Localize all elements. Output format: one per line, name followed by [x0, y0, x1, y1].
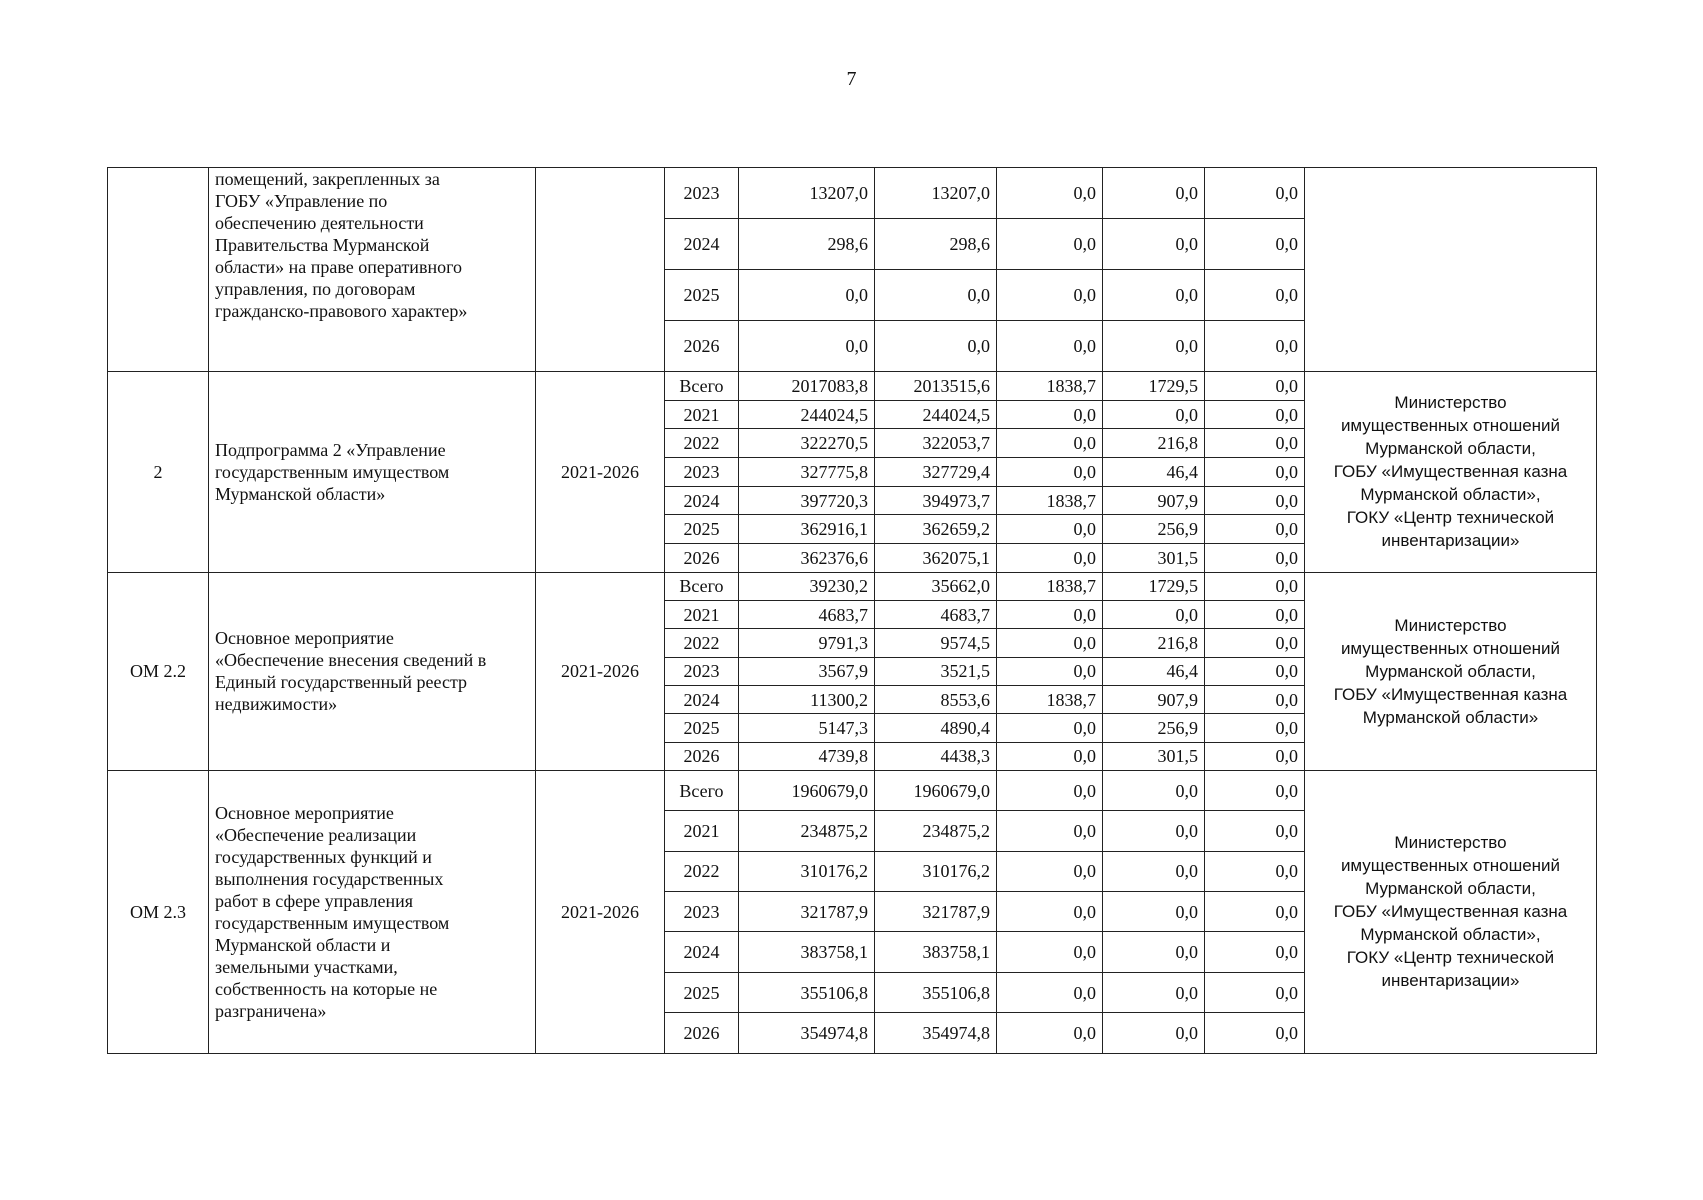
amount-cell: 0,0 — [1103, 851, 1205, 891]
amount-cell: 0,0 — [1205, 400, 1305, 429]
executor-line: Министерство — [1394, 833, 1507, 853]
amount-cell: 13207,0 — [875, 168, 997, 219]
amount-cell: 310176,2 — [739, 851, 875, 891]
executor-cell — [1305, 168, 1597, 372]
table-row — [108, 168, 1597, 219]
amount-cell: 0,0 — [997, 168, 1103, 219]
item-title-line: Основное мероприятие — [215, 628, 394, 649]
amount-cell: 327729,4 — [875, 458, 997, 487]
amount-cell: 0,0 — [1205, 1013, 1305, 1053]
year-cell: 2022 — [665, 429, 739, 458]
executor-line: ГОКУ «Центр технической — [1346, 948, 1555, 968]
amount-cell: 0,0 — [997, 270, 1103, 321]
executor-line: Мурманской области, — [1365, 439, 1536, 459]
amount-cell: 0,0 — [1103, 601, 1205, 629]
executor-line: ГОБУ «Имущественная казна — [1333, 684, 1568, 704]
amount-cell: 0,0 — [1103, 1013, 1205, 1053]
item-title-line: Мурманской области» — [215, 483, 386, 504]
executor-cell — [1305, 372, 1597, 573]
item-title-line: гражданско-правового характер» — [215, 301, 468, 321]
amount-cell: 397720,3 — [739, 486, 875, 515]
year-cell: 2021 — [665, 400, 739, 429]
amount-cell: 216,8 — [1103, 429, 1205, 458]
item-title-line: государственных функций и — [215, 846, 432, 867]
amount-cell: 9574,5 — [875, 629, 997, 657]
item-title-line: помещений, закрепленных за — [215, 169, 440, 189]
amount-cell: 362075,1 — [875, 544, 997, 573]
amount-cell: 0,0 — [1205, 270, 1305, 321]
executor-line: Министерство — [1394, 615, 1507, 635]
year-cell: 2025 — [665, 714, 739, 742]
amount-cell: 1960679,0 — [875, 770, 997, 810]
program-funding-table — [107, 167, 1597, 1054]
executor-line: Мурманской области», — [1360, 925, 1541, 945]
item-title-line: недвижимости» — [215, 694, 338, 715]
amount-cell: 321787,9 — [739, 892, 875, 932]
amount-cell: 354974,8 — [739, 1013, 875, 1053]
year-cell: 2024 — [665, 932, 739, 972]
item-title-line: ГОБУ «Управление по — [215, 191, 388, 211]
amount-cell: 301,5 — [1103, 544, 1205, 573]
executor-line: Мурманской области, — [1365, 879, 1536, 899]
amount-cell: 0,0 — [1103, 770, 1205, 810]
amount-cell: 0,0 — [875, 321, 997, 372]
amount-cell: 0,0 — [997, 458, 1103, 487]
amount-cell: 4438,3 — [875, 742, 997, 770]
amount-cell: 0,0 — [997, 811, 1103, 851]
executor-line: имущественных отношений — [1340, 638, 1561, 658]
item-title-line: обеспечению деятельности — [215, 213, 424, 233]
amount-cell: 0,0 — [1205, 714, 1305, 742]
year-cell: 2023 — [665, 458, 739, 487]
amount-cell: 394973,7 — [875, 486, 997, 515]
amount-cell: 0,0 — [1103, 219, 1205, 270]
amount-cell: 383758,1 — [875, 932, 997, 972]
amount-cell: 8553,6 — [875, 686, 997, 714]
item-number: ОМ 2.2 — [108, 572, 209, 770]
item-title-line: собственность на которые не — [215, 978, 438, 999]
amount-cell: 0,0 — [1205, 321, 1305, 372]
amount-cell: 0,0 — [997, 972, 1103, 1012]
amount-cell: 0,0 — [875, 270, 997, 321]
item-period: 2021-2026 — [536, 770, 665, 1053]
amount-cell: 0,0 — [1205, 770, 1305, 810]
amount-cell: 0,0 — [1205, 811, 1305, 851]
executor-line: инвентаризации» — [1381, 531, 1520, 551]
amount-cell: 4683,7 — [875, 601, 997, 629]
item-number: 2 — [108, 372, 209, 573]
amount-cell: 11300,2 — [739, 686, 875, 714]
amount-cell: 355106,8 — [875, 972, 997, 1012]
item-title-line: «Обеспечение реализации — [215, 824, 417, 845]
amount-cell: 216,8 — [1103, 629, 1205, 657]
amount-cell: 0,0 — [997, 515, 1103, 544]
year-cell: 2025 — [665, 270, 739, 321]
amount-cell: 39230,2 — [739, 572, 875, 600]
amount-cell: 3521,5 — [875, 657, 997, 685]
amount-cell: 244024,5 — [739, 400, 875, 429]
amount-cell: 256,9 — [1103, 714, 1205, 742]
executor-line: инвентаризации» — [1381, 971, 1520, 991]
item-title — [209, 168, 536, 372]
amount-cell: 355106,8 — [739, 972, 875, 1012]
item-title — [209, 372, 536, 573]
item-title-line: Подпрограмма 2 «Управление — [215, 439, 446, 460]
amount-cell: 1838,7 — [997, 372, 1103, 401]
amount-cell: 234875,2 — [739, 811, 875, 851]
amount-cell: 322053,7 — [875, 429, 997, 458]
amount-cell: 1729,5 — [1103, 572, 1205, 600]
item-title — [209, 770, 536, 1053]
amount-cell: 2013515,6 — [875, 372, 997, 401]
amount-cell: 907,9 — [1103, 686, 1205, 714]
amount-cell: 0,0 — [1205, 515, 1305, 544]
amount-cell: 0,0 — [1103, 972, 1205, 1012]
amount-cell: 0,0 — [1205, 629, 1305, 657]
year-cell: 2021 — [665, 811, 739, 851]
amount-cell: 0,0 — [1205, 601, 1305, 629]
amount-cell: 301,5 — [1103, 742, 1205, 770]
amount-cell: 9791,3 — [739, 629, 875, 657]
item-title-line: государственным имуществом — [215, 912, 450, 933]
amount-cell: 13207,0 — [739, 168, 875, 219]
year-cell: 2021 — [665, 601, 739, 629]
item-title-line: государственным имуществом — [215, 461, 450, 482]
year-cell: 2023 — [665, 657, 739, 685]
amount-cell: 0,0 — [997, 1013, 1103, 1053]
amount-cell: 4890,4 — [875, 714, 997, 742]
year-cell: Всего — [665, 572, 739, 600]
amount-cell: 0,0 — [1205, 932, 1305, 972]
amount-cell: 244024,5 — [875, 400, 997, 429]
item-title-line: земельными участками, — [215, 956, 398, 977]
item-title-line: выполнения государственных — [215, 868, 444, 889]
amount-cell: 0,0 — [1205, 219, 1305, 270]
amount-cell: 0,0 — [997, 851, 1103, 891]
amount-cell: 0,0 — [1205, 851, 1305, 891]
item-title-line: разграничена» — [215, 1000, 327, 1021]
year-cell: 2026 — [665, 544, 739, 573]
amount-cell: 0,0 — [997, 742, 1103, 770]
amount-cell: 0,0 — [1205, 972, 1305, 1012]
item-period — [536, 168, 665, 372]
executor-line: имущественных отношений — [1340, 856, 1561, 876]
amount-cell: 1960679,0 — [739, 770, 875, 810]
amount-cell: 0,0 — [1103, 932, 1205, 972]
amount-cell: 0,0 — [1103, 321, 1205, 372]
year-cell: 2025 — [665, 972, 739, 1012]
amount-cell: 0,0 — [997, 770, 1103, 810]
amount-cell: 0,0 — [1205, 486, 1305, 515]
amount-cell: 46,4 — [1103, 657, 1205, 685]
executor-line: Мурманской области», — [1360, 485, 1541, 505]
amount-cell: 321787,9 — [875, 892, 997, 932]
amount-cell: 383758,1 — [739, 932, 875, 972]
year-cell: 2022 — [665, 629, 739, 657]
executor-line: имущественных отношений — [1340, 416, 1561, 436]
year-cell: 2024 — [665, 219, 739, 270]
item-title-line: Единый государственный реестр — [215, 672, 468, 693]
amount-cell: 310176,2 — [875, 851, 997, 891]
amount-cell: 362916,1 — [739, 515, 875, 544]
amount-cell: 0,0 — [997, 544, 1103, 573]
executor-cell — [1305, 572, 1597, 770]
item-title-line: Правительства Мурманской — [215, 235, 430, 255]
executor-line: ГОКУ «Центр технической — [1346, 508, 1555, 528]
amount-cell: 322270,5 — [739, 429, 875, 458]
amount-cell: 0,0 — [1103, 270, 1205, 321]
year-cell: 2024 — [665, 686, 739, 714]
amount-cell: 0,0 — [997, 219, 1103, 270]
item-title-line: «Обеспечение внесения сведений в — [215, 650, 487, 671]
table-row — [108, 770, 1597, 810]
amount-cell: 362659,2 — [875, 515, 997, 544]
amount-cell: 0,0 — [1103, 811, 1205, 851]
amount-cell: 362376,6 — [739, 544, 875, 573]
table-row — [108, 372, 1597, 401]
amount-cell: 1838,7 — [997, 486, 1103, 515]
amount-cell: 0,0 — [1205, 458, 1305, 487]
executor-line: ГОБУ «Имущественная казна — [1333, 902, 1568, 922]
item-title-line: Мурманской области и — [215, 934, 391, 955]
item-title — [209, 572, 536, 770]
amount-cell: 354974,8 — [875, 1013, 997, 1053]
amount-cell: 0,0 — [1205, 892, 1305, 932]
executor-cell — [1305, 770, 1597, 1053]
amount-cell: 234875,2 — [875, 811, 997, 851]
amount-cell: 0,0 — [997, 714, 1103, 742]
amount-cell: 0,0 — [997, 601, 1103, 629]
amount-cell: 0,0 — [1205, 168, 1305, 219]
amount-cell: 0,0 — [1205, 429, 1305, 458]
amount-cell: 0,0 — [1205, 572, 1305, 600]
amount-cell: 256,9 — [1103, 515, 1205, 544]
amount-cell: 5147,3 — [739, 714, 875, 742]
amount-cell: 0,0 — [997, 400, 1103, 429]
amount-cell: 0,0 — [1205, 544, 1305, 573]
executor-line: Мурманской области» — [1362, 707, 1539, 727]
amount-cell: 0,0 — [997, 657, 1103, 685]
amount-cell: 4683,7 — [739, 601, 875, 629]
amount-cell: 0,0 — [997, 629, 1103, 657]
year-cell: Всего — [665, 770, 739, 810]
amount-cell: 0,0 — [1205, 372, 1305, 401]
item-title-line: работ в сфере управления — [215, 890, 414, 911]
year-cell: 2023 — [665, 892, 739, 932]
amount-cell: 0,0 — [997, 892, 1103, 932]
item-period: 2021-2026 — [536, 572, 665, 770]
year-cell: Всего — [665, 372, 739, 401]
amount-cell: 35662,0 — [875, 572, 997, 600]
year-cell: 2026 — [665, 742, 739, 770]
amount-cell: 327775,8 — [739, 458, 875, 487]
year-cell: 2026 — [665, 1013, 739, 1053]
amount-cell: 1838,7 — [997, 572, 1103, 600]
amount-cell: 0,0 — [739, 321, 875, 372]
amount-cell: 46,4 — [1103, 458, 1205, 487]
amount-cell: 0,0 — [1205, 686, 1305, 714]
year-cell: 2022 — [665, 851, 739, 891]
amount-cell: 3567,9 — [739, 657, 875, 685]
amount-cell: 0,0 — [739, 270, 875, 321]
amount-cell: 0,0 — [1205, 657, 1305, 685]
executor-line: Мурманской области, — [1365, 661, 1536, 681]
executor-line: Министерство — [1394, 393, 1507, 413]
amount-cell: 0,0 — [997, 932, 1103, 972]
amount-cell: 1838,7 — [997, 686, 1103, 714]
item-period: 2021-2026 — [536, 372, 665, 573]
table-row — [108, 572, 1597, 600]
amount-cell: 0,0 — [1103, 892, 1205, 932]
amount-cell: 4739,8 — [739, 742, 875, 770]
amount-cell: 298,6 — [875, 219, 997, 270]
item-title-line: управления, по договорам — [215, 279, 416, 299]
amount-cell: 2017083,8 — [739, 372, 875, 401]
amount-cell: 0,0 — [1205, 742, 1305, 770]
amount-cell: 298,6 — [739, 219, 875, 270]
amount-cell: 0,0 — [1103, 400, 1205, 429]
page-number: 7 — [846, 68, 857, 90]
item-number — [108, 168, 209, 372]
amount-cell: 0,0 — [997, 429, 1103, 458]
amount-cell: 0,0 — [997, 321, 1103, 372]
year-cell: 2023 — [665, 168, 739, 219]
year-cell: 2024 — [665, 486, 739, 515]
executor-line: ГОБУ «Имущественная казна — [1333, 462, 1568, 482]
item-number: ОМ 2.3 — [108, 770, 209, 1053]
item-title-line: области» на праве оперативного — [215, 257, 463, 277]
amount-cell: 907,9 — [1103, 486, 1205, 515]
amount-cell: 1729,5 — [1103, 372, 1205, 401]
amount-cell: 0,0 — [1103, 168, 1205, 219]
item-title-line: Основное мероприятие — [215, 802, 394, 823]
year-cell: 2026 — [665, 321, 739, 372]
year-cell: 2025 — [665, 515, 739, 544]
